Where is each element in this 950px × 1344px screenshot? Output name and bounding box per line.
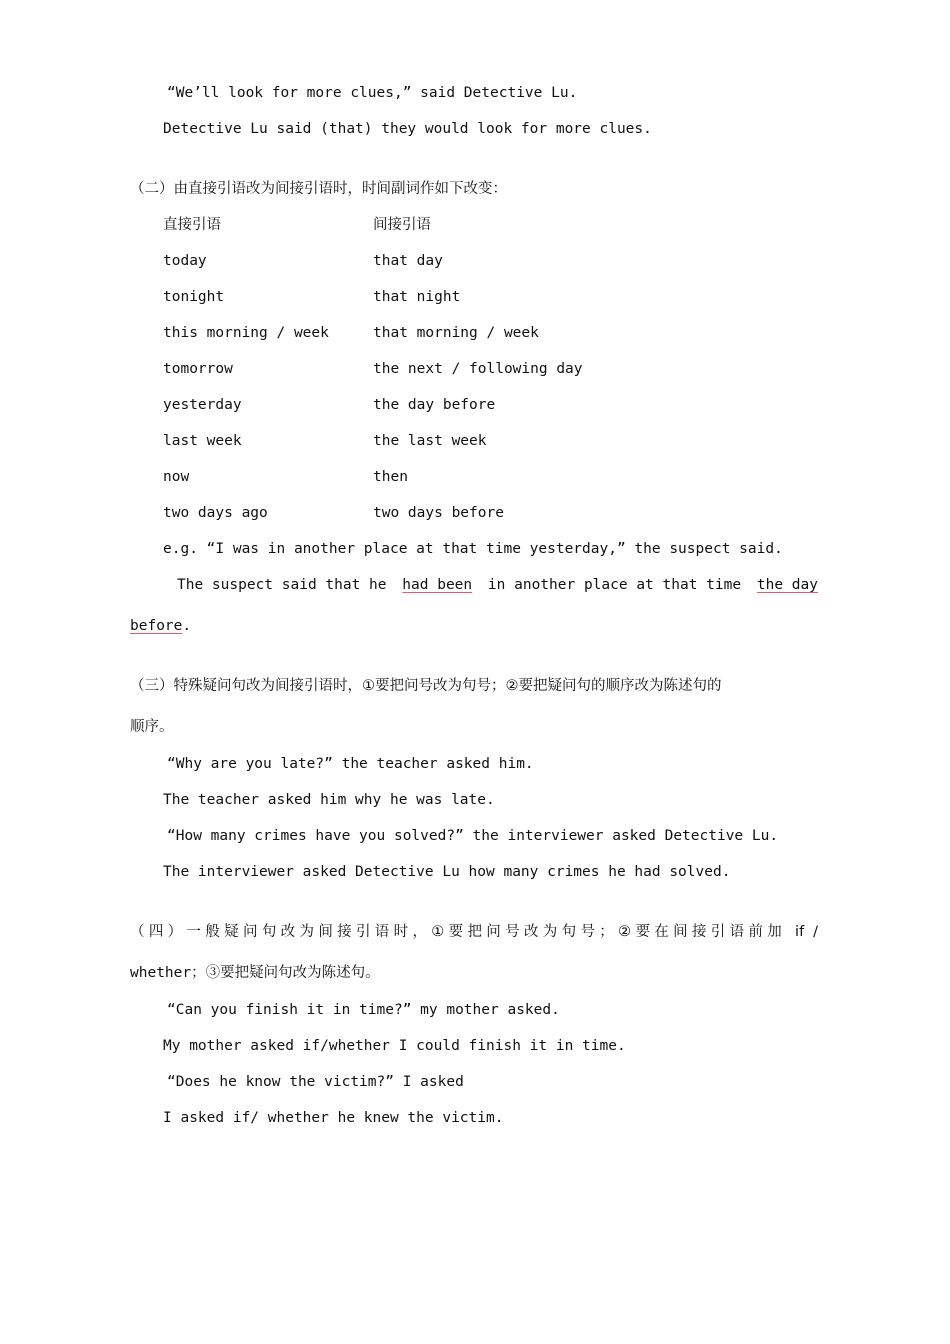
example-answer-continuation (130, 616, 191, 636)
table-cell-direct: yesterday (163, 397, 242, 413)
direct-speech-example: “We’ll look for more clues,” said Detective Lu. (167, 85, 578, 101)
section-3-heading-cont: 顺序。 (130, 719, 174, 735)
underlined-text: before (130, 618, 183, 634)
answer-text: The suspect said that he (177, 577, 387, 593)
underlined-text: the day (756, 577, 818, 593)
table-cell-direct: now (163, 469, 190, 485)
underlined-text: had been (402, 577, 473, 593)
section-4-heading-cont: whether；③要把疑问句改为陈述句。 (130, 965, 380, 981)
table-cell-indirect: the day before (373, 397, 496, 413)
table-cell-direct: tomorrow (163, 361, 233, 377)
example-line: “How many crimes have you solved?” the interviewer asked Detective Lu. (167, 828, 779, 844)
table-cell-direct: today (163, 253, 207, 269)
example-line: The interviewer asked Detective Lu how many crimes he had solved. (163, 864, 731, 880)
section-4-heading: （四）一般疑问句改为间接引语时，①要把问号改为句号；②要在间接引语前加 if / (130, 924, 818, 940)
table-cell-direct: two days ago (163, 505, 268, 521)
example-line: The teacher asked him why he was late. (163, 792, 495, 808)
indirect-speech-example: Detective Lu said (that) they would look for more clues. (163, 121, 652, 137)
table-cell-indirect: that day (373, 253, 443, 269)
example-answer (177, 575, 818, 595)
table-cell-direct: tonight (163, 289, 225, 305)
example-line: “Why are you late?” the teacher asked him. (167, 756, 534, 772)
column-header-indirect: 间接引语 (373, 217, 431, 233)
column-header-direct: 直接引语 (163, 217, 221, 233)
example-line: I asked if/ whether he knew the victim. (163, 1110, 504, 1126)
table-cell-direct: this morning / week (163, 325, 329, 341)
table-cell-indirect: that night (373, 289, 461, 305)
table-cell-indirect: the last week (373, 433, 487, 449)
table-cell-indirect: the next / following day (373, 361, 583, 377)
section-2-heading: （二）由直接引语改为间接引语时，时间副词作如下改变： (130, 181, 507, 197)
section-3-heading: （三）特殊疑问句改为间接引语时，①要把问号改为句号；②要把疑问句的顺序改为陈述句的 (130, 678, 722, 694)
example-line: “Can you finish it in time?” my mother asked. (167, 1002, 560, 1018)
table-cell-indirect: then (373, 469, 408, 485)
answer-text: . (182, 618, 192, 634)
example-line: “Does he know the victim?” I asked (167, 1074, 464, 1090)
table-cell-direct: last week (163, 433, 242, 449)
example-line: My mother asked if/whether I could finish it in time. (163, 1038, 626, 1054)
answer-text: in another place at that time (487, 577, 742, 593)
table-cell-indirect: two days before (373, 505, 504, 521)
table-cell-indirect: that morning / week (373, 325, 539, 341)
example-sentence: e.g. “I was in another place at that time yesterday,” the suspect said. (163, 541, 783, 557)
